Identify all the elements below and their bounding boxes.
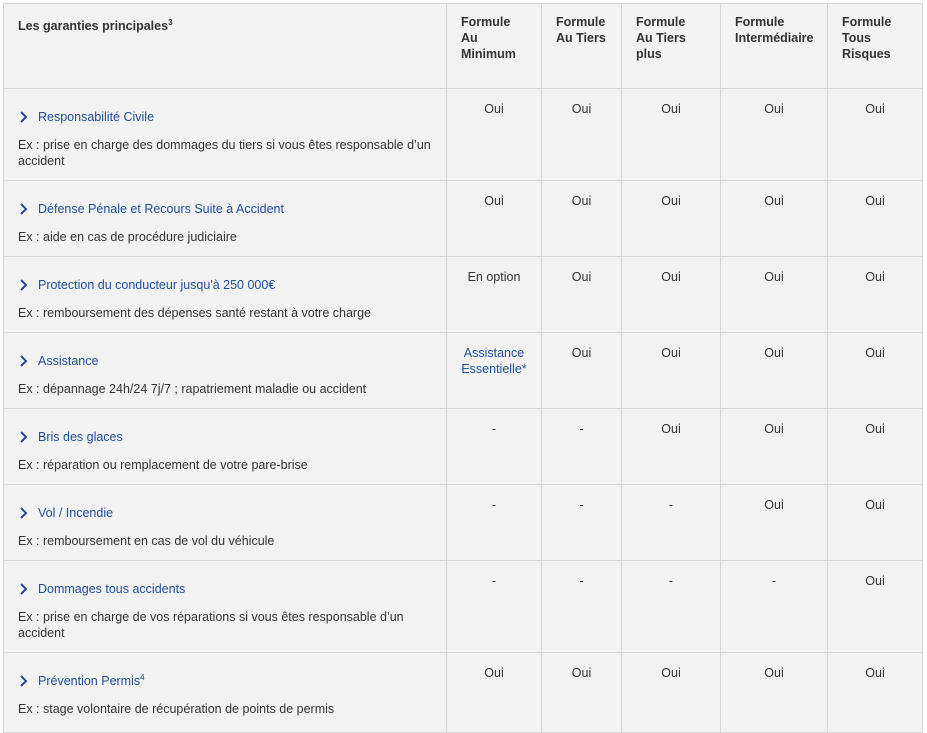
chevron-right-icon: [18, 582, 29, 596]
table-row: [4, 485, 923, 561]
header-formule-au-minimum: Formule Au Minimum: [447, 4, 542, 89]
value-cell: -: [447, 561, 542, 653]
value-cell: Oui: [721, 653, 828, 733]
guarantee-link-protection-conducteur[interactable]: Protection du conducteur jusqu'à 250 000€: [18, 277, 434, 293]
value-cell: Oui: [622, 257, 721, 333]
chevron-right-icon: [18, 506, 29, 520]
value-cell: Oui: [828, 89, 923, 181]
guarantee-description: Ex : dépannage 24h/24 7j/7 ; rapatriement maladie ou accident: [18, 382, 367, 396]
guarantee-cell: [4, 333, 447, 409]
value-cell: Oui: [828, 485, 923, 561]
guarantee-cell: [4, 485, 447, 561]
guarantee-cell: [4, 409, 447, 485]
guarantee-link-bris-des-glaces[interactable]: Bris des glaces: [18, 429, 434, 445]
value-cell: Oui: [828, 181, 923, 257]
value-cell: Oui: [622, 333, 721, 409]
value-cell: Oui: [622, 653, 721, 733]
value-cell: Oui: [542, 257, 622, 333]
guarantee-cell: [4, 653, 447, 733]
value-cell: Oui: [447, 181, 542, 257]
guarantee-description: Ex : aide en cas de procédure judiciaire: [18, 230, 237, 244]
assistance-essentielle-link[interactable]: Assistance Essentielle*: [447, 333, 542, 409]
value-cell: Oui: [622, 89, 721, 181]
value-cell: -: [447, 485, 542, 561]
value-cell: En option: [447, 257, 542, 333]
value-cell: Oui: [721, 485, 828, 561]
value-cell: Oui: [721, 89, 828, 181]
value-cell: Oui: [828, 561, 923, 653]
chevron-right-icon: [18, 354, 29, 368]
chevron-right-icon: [18, 202, 29, 216]
guarantee-description: Ex : réparation ou remplacement de votre pare-brise: [18, 458, 308, 472]
table-row: [4, 561, 923, 653]
value-cell: Oui: [542, 89, 622, 181]
value-cell: Oui: [828, 257, 923, 333]
header-formule-au-tiers-plus: Formule Au Tiers plus: [622, 4, 721, 89]
header-title: Les garanties principales$^3$: [4, 4, 447, 89]
value-cell: -: [721, 561, 828, 653]
table-row: [4, 653, 923, 733]
chevron-right-icon: [18, 110, 29, 124]
value-cell: -: [447, 409, 542, 485]
value-cell: Oui: [828, 333, 923, 409]
value-cell: Oui: [542, 653, 622, 733]
table-header-row: [4, 4, 923, 89]
value-cell: Oui: [721, 333, 828, 409]
guarantee-cell: [4, 89, 447, 181]
value-cell: Oui: [721, 409, 828, 485]
value-cell: Oui: [542, 333, 622, 409]
value-cell: Oui: [447, 653, 542, 733]
guarantee-cell: [4, 561, 447, 653]
value-cell: Oui: [721, 257, 828, 333]
table-row: [4, 89, 923, 181]
value-cell: -: [542, 561, 622, 653]
value-cell: -: [622, 561, 721, 653]
value-cell: -: [622, 485, 721, 561]
value-cell: Oui: [622, 181, 721, 257]
value-cell: -: [542, 485, 622, 561]
guarantee-description: Ex : prise en charge des dommages du tiers si vous êtes responsable d’un accident: [18, 138, 431, 168]
guarantee-description: Ex : remboursement des dépenses santé restant à votre charge: [18, 306, 371, 320]
guarantee-description: Ex : remboursement en cas de vol du véhicule: [18, 534, 275, 548]
table-row: [4, 409, 923, 485]
guarantee-link-prevention-permis[interactable]: Prévention Permis $^4$: [18, 673, 434, 689]
value-cell: Oui: [721, 181, 828, 257]
guarantee-link-vol-incendie[interactable]: Vol / Incendie: [18, 505, 434, 521]
header-formule-au-tiers: Formule Au Tiers: [542, 4, 622, 89]
value-cell: Oui: [828, 653, 923, 733]
chevron-right-icon: [18, 430, 29, 444]
value-cell: Oui: [828, 409, 923, 485]
value-cell: Oui: [622, 409, 721, 485]
guarantee-link-dommages-tous-accidents[interactable]: Dommages tous accidents: [18, 581, 434, 597]
chevron-right-icon: [18, 674, 29, 688]
chevron-right-icon: [18, 278, 29, 292]
value-cell: Oui: [447, 89, 542, 181]
guarantee-cell: [4, 181, 447, 257]
table-row: [4, 333, 923, 409]
table-row: [4, 181, 923, 257]
guarantee-link-defense-penale[interactable]: Défense Pénale et Recours Suite à Accident: [18, 201, 434, 217]
header-formule-intermediaire: Formule Intermédiaire: [721, 4, 828, 89]
table-row: [4, 257, 923, 333]
guarantee-description: Ex : prise en charge de vos réparations si vous êtes responsable d’un accident: [18, 610, 404, 640]
guarantee-cell: [4, 257, 447, 333]
guarantee-link-responsabilite-civile[interactable]: Responsabilité Civile: [18, 109, 434, 125]
guarantees-table: [3, 3, 923, 733]
header-formule-tous-risques: Formule Tous Risques: [828, 4, 923, 89]
value-cell: Oui: [542, 181, 622, 257]
value-cell: -: [542, 409, 622, 485]
guarantee-link-assistance[interactable]: Assistance: [18, 353, 434, 369]
guarantee-description: Ex : stage volontaire de récupération de points de permis: [18, 702, 335, 716]
